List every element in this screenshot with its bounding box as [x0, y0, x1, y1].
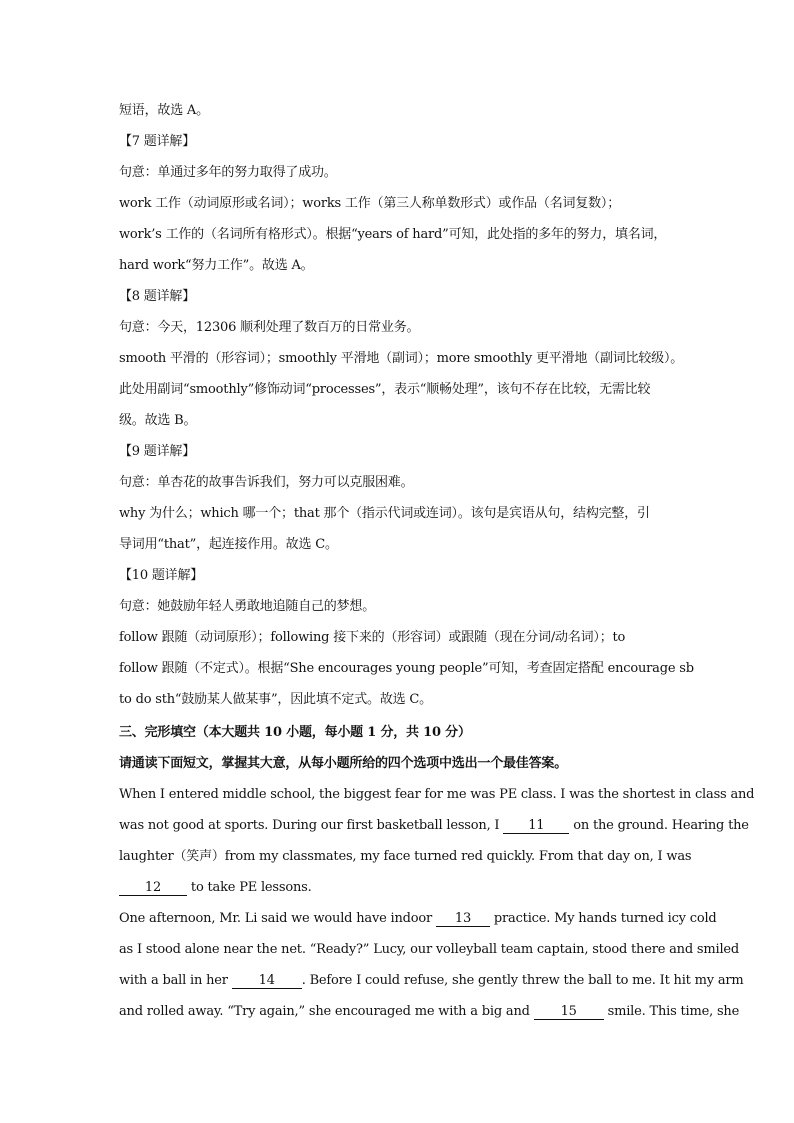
text-line: work 工作（动词原形或名词）；works 工作（第三人称单数形式）或作品（名词复数）；: [119, 196, 621, 211]
blank-13: 13: [436, 911, 490, 927]
text-line: 句意：她鼓励年轻人勇敢地追随自己的梦想。: [119, 599, 376, 614]
text-line: 导词用“that”，起连接作用。故选 C。: [119, 537, 338, 552]
passage-line: [119, 879, 679, 897]
text-line: 级。故选 B。: [119, 413, 197, 428]
question-heading: 【10 题详解】: [119, 568, 204, 583]
text-line: why 为什么；which 哪一个；that 那个（指示代词或连词）。该句是宾语从句，结构完整，引: [119, 506, 650, 521]
passage-text: on the ground. Hearing the: [569, 818, 749, 833]
question-heading: 【9 题详解】: [119, 444, 196, 459]
text-line: work’s 工作的（名词所有格形式）。根据“years of hard”可知，此处指的多年的努力，填名词，: [119, 227, 667, 242]
passage-line: When I entered middle school, the biggest fear for me was PE class. I was the shortest in class and: [119, 787, 755, 802]
passage-text: practice. My hands turned icy cold: [489, 911, 717, 926]
text-line: 句意：单杏花的故事告诉我们，努力可以克服困难。: [119, 475, 414, 490]
blank-11: 11: [503, 818, 569, 834]
text-line: 短语，故选 A。: [119, 103, 209, 118]
text-line: follow 跟随（不定式）。根据“She encourages young people”可知，考查固定搭配 encourage sb: [119, 661, 694, 676]
passage-text: to take PE lessons.: [187, 880, 312, 895]
passage-text: . Before I could refuse, she gently threw the ball to me. It hit my arm: [301, 973, 744, 988]
passage-line: [119, 910, 717, 928]
passage-line: [119, 1003, 740, 1021]
passage-text: smile. This time, she: [603, 1004, 740, 1019]
passage-line: laughter（笑声）from my classmates, my face turned red quickly. From that day on, I was: [119, 849, 692, 864]
passage-text: and rolled away. “Try again,” she encouraged me with a big and: [119, 1004, 534, 1019]
question-heading: 【7 题详解】: [119, 134, 196, 149]
section-title: 三、完形填空（本大题共 10 小题，每小题 1 分，共 10 分）: [119, 725, 471, 740]
passage-text: with a ball in her: [119, 973, 232, 988]
text-line: 句意：单通过多年的努力取得了成功。: [119, 165, 337, 180]
text-line: 此处用副词“smoothly”修饰动词“processes”，表示“顺畅处理”，该句不存在比较，无需比较: [119, 382, 651, 397]
passage-line: [119, 817, 749, 835]
blank-12: 12: [119, 880, 187, 896]
blank-15: 15: [534, 1004, 604, 1020]
passage-line: as I stood alone near the net. “Ready?” Lucy, our volleyball team captain, stood there and smiled: [119, 942, 740, 957]
blank-14: 14: [232, 973, 302, 989]
text-line: smooth 平滑的（形容词）；smoothly 平滑地（副词）；more smoothly 更平滑地（副词比较级）。: [119, 351, 684, 366]
question-heading: 【8 题详解】: [119, 289, 196, 304]
text-line: hard work“努力工作”。故选 A。: [119, 258, 314, 273]
text-line: 句意：今天，12306 顺利处理了数百万的日常业务。: [119, 320, 420, 335]
passage-line: [119, 972, 744, 990]
text-line: to do sth“鼓励某人做某事”，因此填不定式。故选 C。: [119, 692, 432, 707]
text-line: follow 跟随（动词原形）；following 接下来的（形容词）或跟随（现在分词/动名词）；to: [119, 630, 626, 645]
section-instruction: 请通读下面短文，掌握其大意，从每小题所给的四个选项中选出一个最佳答案。: [119, 756, 568, 771]
passage-text: was not good at sports. During our first basketball lesson, I: [119, 818, 504, 833]
passage-text: One afternoon, Mr. Li said we would have indoor: [119, 911, 436, 926]
